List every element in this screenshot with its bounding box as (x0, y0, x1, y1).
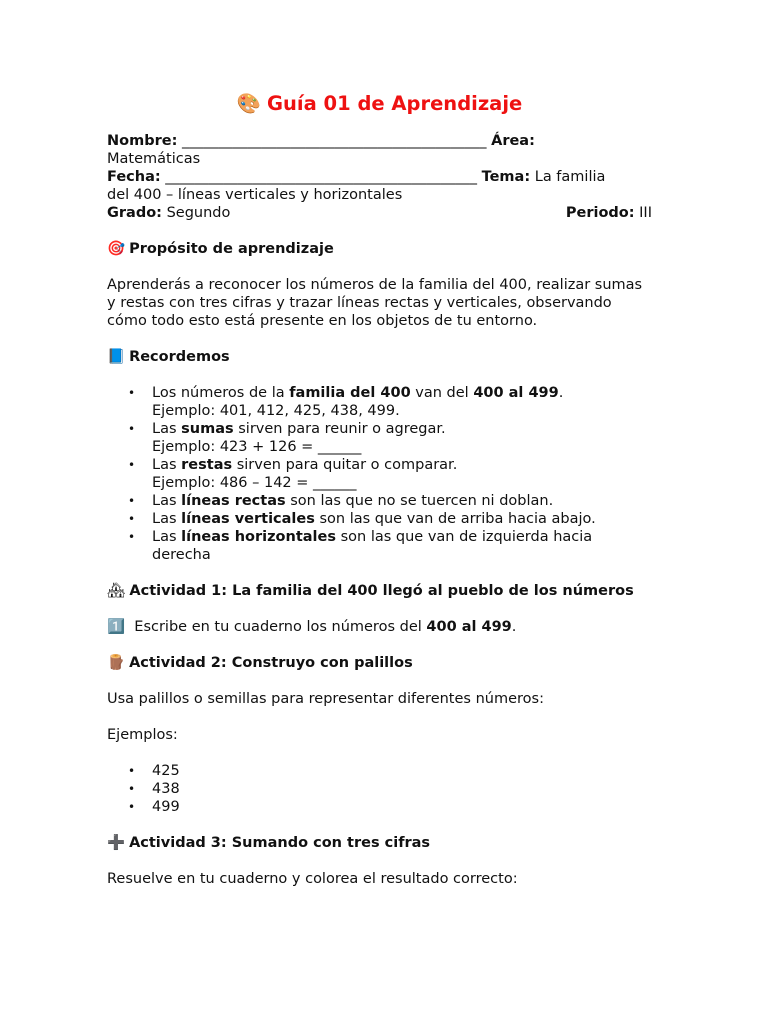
nombre-line (107, 132, 652, 150)
item-bold: líneas verticales (181, 511, 315, 527)
list-item (152, 510, 652, 528)
item-text: Las (152, 493, 182, 509)
item-text: son las que no se tuercen ni doblan. (285, 493, 554, 509)
periodo-label: Periodo: (565, 205, 635, 221)
item-text: . (558, 385, 564, 401)
item-text: Las (152, 421, 182, 437)
list-item (152, 456, 652, 492)
spacer (107, 672, 652, 690)
item-text: Los números de la (152, 385, 290, 401)
item-bold: sumas (181, 421, 234, 437)
list-item: • 499 (152, 798, 652, 816)
target-icon: 🎯 (107, 241, 126, 257)
spacer (107, 330, 652, 348)
spacer (107, 636, 652, 654)
recordemos-heading (107, 348, 652, 366)
spacer (107, 600, 652, 618)
palette-icon: 🎨 (236, 92, 261, 115)
periodo-value: III (634, 205, 652, 221)
item-bold: 400 al 499 (473, 385, 559, 401)
step-text: . (511, 619, 517, 635)
item-text: derecha (152, 547, 211, 563)
nombre-label: Nombre: (107, 133, 178, 149)
item-text: Las (152, 529, 182, 545)
title-text: Guía 01 de Aprendizaje (267, 92, 523, 115)
actividad3-text: Resuelve en tu cuaderno y colorea el resultado correcto: (107, 871, 518, 887)
item-text: Las (152, 457, 182, 473)
list-item (152, 384, 652, 420)
actividad3-heading (107, 834, 652, 852)
spacer (107, 222, 652, 240)
item-example: Ejemplo: 486 – 142 = ______ (152, 475, 357, 491)
tema-label: Tema: (481, 169, 531, 185)
step-bold: 400 al 499 (426, 619, 512, 635)
fecha-line (107, 168, 652, 186)
step-text: Escribe en tu cuaderno los números del (125, 619, 427, 635)
book-icon: 📘 (107, 349, 126, 365)
spacer (107, 366, 652, 384)
actividad1-heading-text: Actividad 1: La familia del 400 llegó al pueblo de los números (129, 583, 634, 599)
item-text: sirven para reunir o agregar. (233, 421, 446, 437)
grado-group (107, 204, 230, 222)
item-bold: familia del 400 (289, 385, 411, 401)
houses-icon: 🏘 (107, 583, 126, 599)
actividad2-text: Usa palillos o semillas para representar diferentes números: (107, 691, 544, 707)
item-bold: restas (181, 457, 233, 473)
actividad1-step (107, 618, 652, 636)
spacer (107, 258, 652, 276)
area-value-line (107, 150, 652, 168)
item-text: van del (410, 385, 474, 401)
spacer (107, 708, 652, 726)
periodo-group (566, 204, 652, 222)
tema-value-1: La familia (530, 169, 606, 185)
list-item (152, 492, 652, 510)
list-item (152, 420, 652, 456)
actividad3-heading-text: Actividad 3: Sumando con tres cifras (129, 835, 431, 851)
list-item: • 425 (152, 762, 652, 780)
ejemplos-label: Ejemplos: (107, 727, 178, 743)
actividad2-heading-text: Actividad 2: Construyo con palillos (129, 655, 413, 671)
spacer (107, 816, 652, 834)
proposito-heading (107, 240, 652, 258)
proposito-text: Aprenderás a reconocer los números de la familia del 400, realizar sumas y restas con tres cifras y trazar líneas rectas y verticales, observando cómo todo esto está presente en los objetos de tu entorno. (107, 277, 643, 329)
item-example: Ejemplo: 401, 412, 425, 438, 499. (152, 403, 400, 419)
item-text: sirven para quitar o comparar. (232, 457, 458, 473)
fecha-blank: ___________________________________________ (160, 169, 482, 185)
actividad1-heading (107, 582, 652, 600)
recordemos-list (107, 384, 652, 564)
recordemos-heading-text: Recordemos (129, 349, 230, 365)
item-text: Las (152, 511, 182, 527)
grado-value: Segundo (161, 205, 231, 221)
area-label: Área: (491, 133, 535, 149)
item-bold: líneas rectas (181, 493, 286, 509)
tema-value-line (107, 186, 652, 204)
item-example: Ejemplo: 423 + 126 = ______ (152, 439, 362, 455)
plus-icon: ➕ (107, 835, 126, 851)
page-title (107, 90, 652, 118)
nombre-blank: __________________________________________ (177, 133, 492, 149)
proposito-heading-text: Propósito de aprendizaje (129, 241, 334, 257)
wood-icon: 🪵 (107, 655, 126, 671)
ejemplos-list (107, 762, 652, 816)
actividad2-heading (107, 654, 652, 672)
fecha-label: Fecha: (107, 169, 161, 185)
grado-periodo-line (107, 204, 652, 222)
item-text: son las que van de izquierda hacia (335, 529, 593, 545)
keycap-one-icon: 1️⃣ (107, 619, 126, 635)
spacer (107, 744, 652, 762)
spacer (107, 564, 652, 582)
spacer (107, 852, 652, 870)
document-content (107, 90, 652, 888)
grado-label: Grado: (107, 205, 162, 221)
item-bold: líneas horizontales (181, 529, 336, 545)
list-item (152, 528, 652, 564)
item-text: son las que van de arriba hacia abajo. (314, 511, 596, 527)
list-item: • 438 (152, 780, 652, 798)
area-value: Matemáticas (107, 151, 201, 167)
tema-value-2: del 400 – líneas verticales y horizontales (107, 187, 403, 203)
